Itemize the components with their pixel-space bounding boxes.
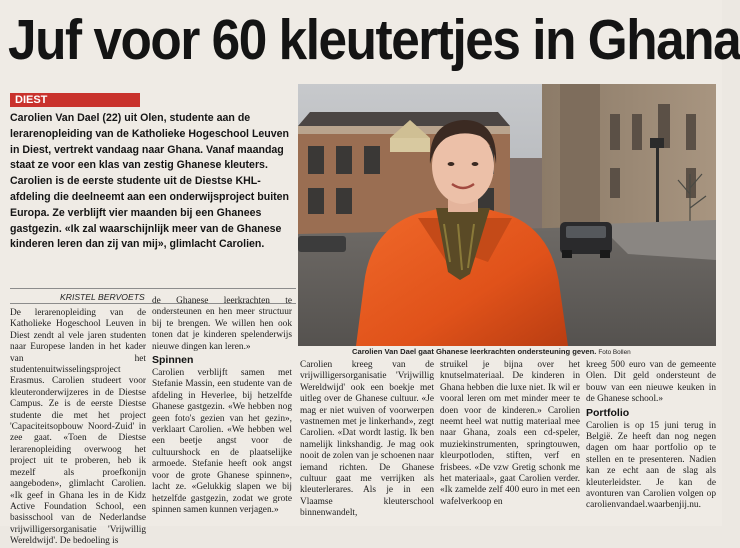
body-column-4 (440, 360, 580, 522)
photo-caption-text: Carolien Van Dael gaat Ghanese leerkrachten ondersteuning geven. (352, 347, 597, 356)
section-tag: DIEST (10, 93, 140, 107)
subheading-spinnen: Spinnen (152, 354, 194, 367)
author-rule (10, 288, 296, 289)
article-photo (298, 84, 716, 346)
photo-credit: Foto Bollen (598, 349, 631, 356)
photo-caption (352, 347, 716, 356)
body-column-1 (10, 308, 146, 547)
headline: Juf voor 60 kleutertjes in Ghana (8, 8, 740, 72)
body-paragraph: Carolien kreeg van de vrijwilligersorganisatie 'Vrijwillig Wereldwijd' ook een boekje met uitleg over de Ghanese cultuur. «Je mag er niet wuiven of voorwerpen vastnemen met je linkerhand», zegt Carolien. «Dat wordt lastig. Ik ben namelijk linkshandig. Je mag ook nooit de zolen van je schoenen naar iemand richten. De Ghanese cultuur gaat me verrijken als kleuterlerares. Als je in een Vlaamse kleuterschool binnenwandelt, (300, 360, 434, 519)
body-paragraph: kreeg 500 euro van de gemeente Olen. Dit geld ondersteunt de bouw van een nieuwe keuken in de Ghanese school.» (586, 360, 716, 405)
body-paragraph: de Ghanese leerkrachten te ondersteunen en hen meer structuur bij te brengen. We willen hen ook tonen dat je kinderen spelenderwijs nieuwe dingen kan leren.» (152, 296, 292, 352)
body-paragraph: De lerarenopleiding van de Katholieke Hogeschool Leuven in Diest zendt al vele jaren studenten naar Europese landen in het kader van het studentenuitwisselingsproject Erasmus. Carolien studeert voor kleuteronderwijzeres in de Diestse Campus. Ze is de eerste Diestse studente die met het project 'Capaciteitsopbouw Noord-Zuid' in zee gaat. «Toen de Diestse lerarenopleiding overwoog het project uit te proberen, heb ik mezelf als proefkonijn aangeboden», glimlacht Carolien. «Ik geef in Ghana les in de Kidz Active Foundation School, een basisschool van de Nederlandse vrijwilligersorganisatie 'Vrijwillig Wereldwijd'. De bedoeling is (10, 308, 146, 547)
body-paragraph: struikel je bijna over het knutselmateriaal. De kinderen in Ghana hebben die luxe niet. Ik wil er vooral leren om met minder meer te doen voor de kinderen.» Carolien neemt heel wat nuttig materiaal mee naar Ghana, zoals een cd-speler, muziekinstrumenten, springtouwen, kleurpotloden, stiften, verf en frisbees. «De vzw Gretig schonk me het materiaal», gaat Carolien verder. «Ik zamelde zelf 400 euro in met een wafelverkoop en (440, 360, 580, 507)
body-column-5 (586, 360, 716, 522)
author-byline: KRISTEL BERVOETS (60, 292, 145, 302)
lead-paragraph: Carolien Van Dael (22) uit Olen, studente aan de lerarenopleiding van de Katholieke Hogeschool Leuven in Diest, vertrekt vandaag naar Ghana. Vanaf maandag staat ze voor een klas van zestig Ghanese kleuters. Carolien is de eerste studente uit de Diestse KHL-afdeling die deelneemt aan een onderwijsproject buiten Europa. Ze verblijft vier maanden bij een Ghanees gastgezin. «Ik zal waarschijnlijk meer van de Ghanese kinderen leren dan zij van mij», glimlacht Carolien. (10, 112, 290, 251)
photo-illustration (298, 84, 716, 346)
body-paragraph: Carolien verblijft samen met Stefanie Massin, een studente van de afdeling in Heverlee, bij hetzelfde Ghanese gastgezin. «We hebben nog geen foto's gezien van het gezin», verklaart Carolien. «We hebben wel een beetje angst voor de cultuurshock en de plaatselijke armoede. Stefanie heeft ook angst voor de grote Ghanese spinnen», lacht ze. «Gelukkig slapen we bij hetzelfde gastgezin, zodat we grote spinnen samen kunnen verjagen.» (152, 368, 292, 515)
body-column-3 (300, 360, 434, 522)
subheading-portfolio: Portfolio (586, 406, 630, 419)
body-column-2 (152, 296, 292, 522)
body-paragraph: Carolien is op 15 juni terug in België. Ze heeft dan nog negen dagen om haar portfolio op te stellen en te presenteren. Nadien kan ze echt aan de slag als kleuterleidster. Je kan de avonturen van Carolien volgen op carolienvandael.waarbenjij.nu. (586, 420, 716, 511)
